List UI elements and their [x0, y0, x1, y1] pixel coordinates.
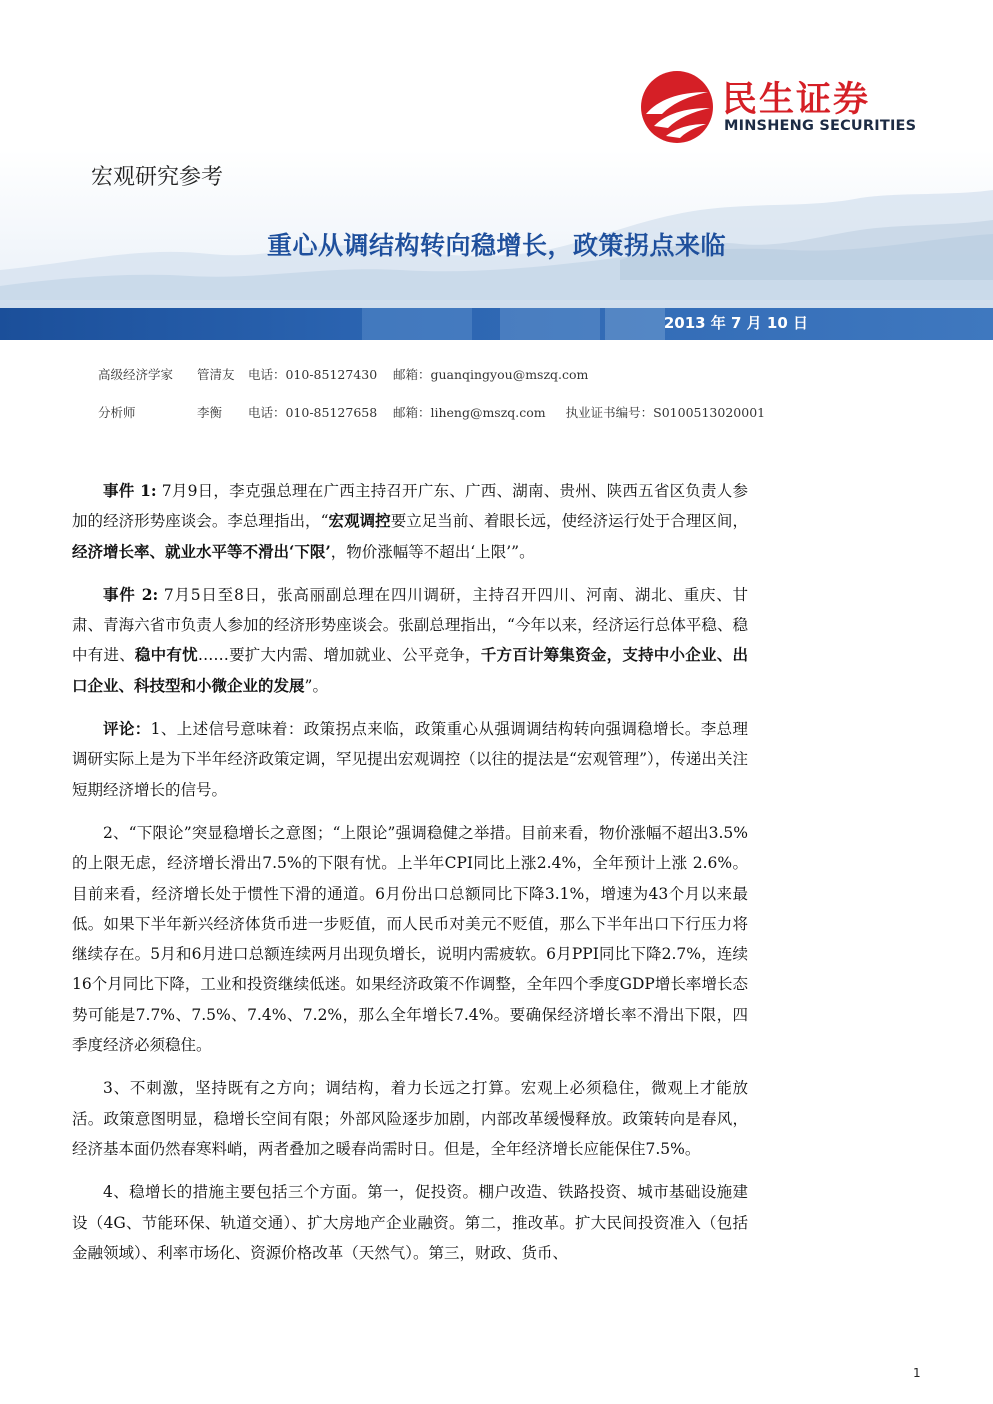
emphasis-text: 宏观调控: [328, 511, 391, 531]
analyst-row: [98, 365, 608, 383]
analyst-phone: 电话：010-85127430: [247, 367, 378, 382]
paragraph-text: ”。: [304, 676, 328, 695]
paragraph-text: ，物价涨幅等不超出‘上限’”。: [330, 542, 535, 561]
minsheng-logo-icon: [640, 70, 714, 144]
paragraph-text: ……要扩大内需、增加就业、公平竞争，: [197, 646, 481, 665]
emphasis-text: 稳中有忧: [134, 645, 198, 665]
body-paragraph: [72, 818, 748, 1060]
paragraph-text: 要立足当前、着眼长远，使经济运行处于合理区间，: [390, 512, 748, 531]
date-band: [0, 308, 993, 340]
body-paragraph: [72, 580, 748, 701]
report-series: 宏观研究参考: [91, 165, 224, 190]
analyst-email[interactable]: 邮箱：guanqingyou@mszq.com: [392, 367, 589, 382]
emphasis-text: 经济增长率、就业水平等不滑出‘下限’: [72, 541, 331, 561]
paragraph-text: 7月5日至8日，张高丽副总理在四川调研，主持召开四川、河南、湖北、重庆、甘肃、青海六省市负责人参加的经济形势座谈会。张副总理指出，“今年以来，经济运行总体平稳、稳中有进、: [72, 585, 749, 665]
emphasis-text: 事件 2:: [103, 584, 159, 604]
brand-logo: [640, 70, 930, 146]
report-body: [72, 476, 748, 1281]
analyst-phone: 电话：010-85127658: [247, 405, 378, 420]
body-paragraph: [72, 714, 748, 805]
analyst-role: 分析师: [98, 405, 136, 420]
analyst-email[interactable]: 邮箱：liheng@mszq.com: [392, 405, 546, 420]
paragraph-text: 4、稳增长的措施主要包括三个方面。第一，促投资。棚户改造、铁路投资、城市基础设施建设（4G、节能环保、轨道交通）、扩大房地产企业融资。第二，推改革。扩大民间投资准入（包括金融领域）、利率市场化、资源价格改革（天然气）。第三，财政、货币、: [72, 1183, 748, 1262]
body-paragraph: [72, 1073, 748, 1164]
report-date: 2013 年 7 月 10 日: [663, 314, 808, 332]
analyst-name: 管清友: [196, 367, 235, 382]
analyst-row: [98, 403, 765, 421]
emphasis-text: 千方百计筹集资金，支持中小企业、出口企业、科技型和小微企业的发展: [72, 645, 748, 695]
analyst-name: 李衡: [196, 405, 222, 420]
emphasis-text: 事件 1:: [103, 481, 157, 500]
body-paragraph: [72, 1177, 748, 1268]
body-paragraph: [72, 476, 748, 567]
report-title: 重心从调结构转向稳增长，政策拐点来临: [266, 231, 726, 260]
paragraph-text: 1、上述信号意味着：政策拐点来临，政策重心从强调调结构转向强调稳增长。李总理调研实际上是为下半年经济政策定调，罕见提出宏观调控（以往的提法是“宏观管理”），传递出关注短期经济增长的信号。: [72, 720, 748, 799]
analyst-cert: 执业证书编号：S0100513020001: [565, 405, 766, 420]
paragraph-text: 7月9日，李克强总理在广西主持召开广东、广西、湖南、贵州、陕西五省区负责人参加的经济形势座谈会。李总理指出，“: [72, 482, 748, 531]
paragraph-text: 2、“下限论”突显稳增长之意图；“上限论”强调稳健之举措。目前来看，物价涨幅不超出3.5%的上限无虑，经济增长滑出7.5%的下限有忧。上半年CPI同比上涨2.4%，全年预计上涨 2.6%。目前来看，经济增长处于惯性下滑的通道。6月份出口总额同比下降3.1%，增速为43个月以来最低。如果下半年新兴经济体货币进一步贬值，而人民币对美元不贬值，那么下半年出口下行压力将继续存在。5月和6月进口总额连续两月出现负增长，说明内需疲软。6月PPI同比下降2.7%，连续16个月同比下降，工业和投资继续低迷。如果经济政策不作调整，全年四个季度GDP增长率增长态势可能是7.7%、7.5%、7.4%、7.2%，那么全年增长7.4%。要确保经济增长率不滑出下限，四季度经济必须稳住。: [72, 823, 748, 1055]
brand-name-en: MINSHENG SECURITIES: [724, 118, 917, 134]
emphasis-text: 评论：: [103, 719, 151, 739]
page-number: 1: [913, 1366, 921, 1380]
brand-name-cn: 民生证券: [722, 80, 871, 120]
analyst-role: 高级经济学家: [98, 367, 174, 382]
paragraph-text: 3、不刺激，坚持既有之方向；调结构，着力长远之打算。宏观上必须稳住，微观上才能放活。政策意图明显，稳增长空间有限；外部风险逐步加剧，内部改革缓慢释放。政策转向是春风，经济基本面仍然春寒料峭，两者叠加之暖春尚需时日。但是，全年经济增长应能保住7.5%。: [72, 1079, 748, 1158]
